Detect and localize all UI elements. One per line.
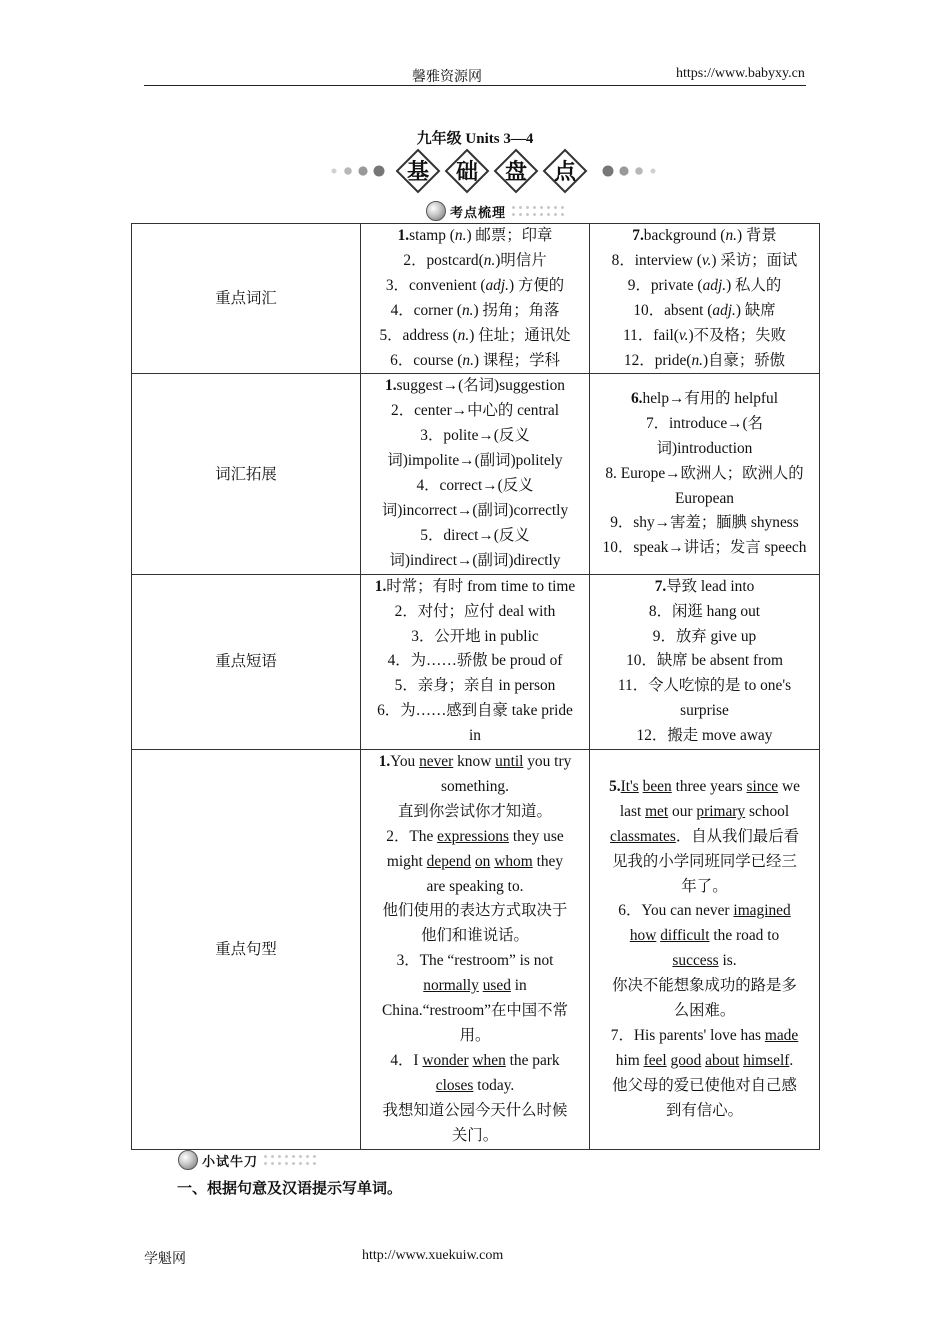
cell-line <box>596 1099 813 1124</box>
table-row <box>132 374 820 574</box>
cell-line <box>367 649 583 674</box>
banner-diamond-4 <box>544 150 586 192</box>
text-segment: n. <box>725 227 737 244</box>
text-segment: 3．polite→(反义 <box>420 427 530 445</box>
cell-line <box>596 462 813 487</box>
text-segment: in <box>510 977 527 995</box>
header-url: https://www.babyxy.cn <box>676 66 805 81</box>
cell-line <box>367 850 583 875</box>
cell-line <box>367 1074 583 1099</box>
underlined-word: success <box>672 952 719 970</box>
text-segment: 9．private ( <box>627 276 703 294</box>
row-category: 重点句型 <box>132 750 361 1150</box>
cell-line <box>367 724 583 749</box>
cell-line <box>367 474 583 499</box>
text-segment: him <box>615 1051 644 1069</box>
text-segment: something. <box>441 777 509 795</box>
cell-line <box>596 1074 813 1099</box>
text-segment: 8．闲逛 hang out <box>648 602 761 620</box>
cell-line <box>367 800 583 825</box>
row-right-cell <box>590 750 820 1150</box>
text-segment: 4．correct→(反义 <box>416 477 534 495</box>
text-segment: might <box>386 852 427 870</box>
banner-left-dots <box>332 166 385 177</box>
row-left-cell <box>361 750 590 1150</box>
text-segment: today. <box>473 1076 515 1094</box>
text-segment: n. <box>462 351 474 369</box>
text-segment: know <box>453 753 496 771</box>
underlined-word: depend <box>426 852 472 870</box>
cell-line <box>367 274 583 299</box>
text-segment: three years <box>671 777 747 795</box>
cell-line <box>367 324 583 349</box>
header-rule <box>144 85 806 86</box>
text-segment: 1. <box>378 753 391 771</box>
cell-line <box>367 1049 583 1074</box>
row-left-cell <box>361 224 590 374</box>
text-segment: stamp ( <box>409 227 455 244</box>
row-category: 重点词汇 <box>132 224 361 374</box>
text-segment: v. <box>701 251 712 269</box>
cell-line <box>367 399 583 424</box>
cell-line <box>596 949 813 974</box>
cell-line <box>596 649 813 674</box>
cell-line <box>367 349 583 374</box>
cell-line <box>596 412 813 437</box>
table-row <box>132 750 820 1150</box>
text-segment: 4．为……骄傲 be proud of <box>387 652 563 670</box>
text-segment: ) 背景 <box>736 227 777 244</box>
text-segment: 4．corner ( <box>390 301 462 319</box>
cell-line <box>596 825 813 850</box>
text-segment: 11．令人吃惊的是 to one's <box>617 677 792 695</box>
footer-site-name: 学魁网 <box>144 1252 186 1267</box>
cell-line <box>596 349 813 374</box>
text-segment: they use <box>508 827 564 845</box>
text-segment: 12．搬走 move away <box>636 727 773 745</box>
cell-line <box>367 674 583 699</box>
cell-line <box>596 974 813 999</box>
text-segment: 到有信心。 <box>666 1101 743 1119</box>
cell-line <box>596 387 813 412</box>
banner-char-4: 点 <box>553 159 577 185</box>
text-segment: ) 方便的 <box>508 276 565 294</box>
cell-line <box>367 699 583 724</box>
text-segment: ) 住址；通讯处 <box>469 326 571 344</box>
cell-line <box>367 499 583 524</box>
text-segment: 6．course ( <box>390 351 463 369</box>
cell-line <box>367 249 583 274</box>
cell-line <box>367 1124 583 1149</box>
text-segment: ) 课程；学科 <box>473 351 560 369</box>
underlined-word: classmates <box>610 827 676 845</box>
text-segment: the road to <box>709 927 780 945</box>
cell-line <box>367 374 583 399</box>
cell-line <box>367 224 583 249</box>
text-segment: help→有用的 helpful <box>642 389 779 407</box>
underlined-word: how <box>629 927 657 945</box>
text-segment: the park <box>505 1051 560 1069</box>
text-segment: 11．fail( <box>623 326 679 344</box>
cell-line <box>596 1049 813 1074</box>
cell-line <box>596 875 813 900</box>
text-segment: ) 私人的 <box>726 276 782 294</box>
dot-pattern-icon <box>510 204 566 218</box>
text-segment: background ( <box>643 227 726 244</box>
underlined-word: wonder <box>422 1051 469 1069</box>
cell-line <box>367 775 583 800</box>
table-row <box>132 224 820 374</box>
summary-table-body <box>132 224 820 1150</box>
underlined-word: never <box>419 753 454 771</box>
text-segment: 6．You can never <box>618 902 734 920</box>
text-segment: 8. Europe→欧洲人；欧洲人的 <box>605 464 804 482</box>
text-segment: 你决不能想象成功的路是多 <box>612 977 797 995</box>
text-segment: 1. <box>385 377 397 395</box>
underlined-word: when <box>472 1051 506 1069</box>
text-segment: 9．放弃 give up <box>652 627 757 645</box>
text-segment: you try <box>523 753 572 771</box>
cell-line <box>367 949 583 974</box>
text-segment: 2．center→中心的 central <box>391 402 559 420</box>
text-segment: 词)incorrect→(副词)correctly <box>381 501 569 519</box>
text-segment: 关门。 <box>451 1126 499 1144</box>
text-segment: 用。 <box>459 1027 491 1044</box>
text-segment: 1. <box>397 227 410 244</box>
text-segment: 他父母的爱已使他对自己感 <box>612 1076 797 1094</box>
text-segment: )自豪；骄傲 <box>702 351 786 369</box>
text-segment: n. <box>457 326 470 344</box>
text-segment: suggest→(名词)suggestion <box>396 377 565 395</box>
cell-line <box>367 549 583 574</box>
text-segment: school <box>745 802 790 820</box>
cell-line <box>596 575 813 600</box>
page-subtitle: 九年级 Units 3—4 <box>416 131 534 147</box>
text-segment: ) 缺席 <box>735 301 776 319</box>
cell-line <box>596 674 813 699</box>
cell-line <box>596 625 813 650</box>
underlined-word: until <box>495 753 524 771</box>
cell-line <box>367 1099 583 1124</box>
text-segment: adj. <box>702 276 727 294</box>
text-segment: 7．His parents' love has <box>610 1027 765 1044</box>
underlined-word: expressions <box>437 827 509 845</box>
cell-line <box>367 299 583 324</box>
text-segment: European <box>675 489 734 507</box>
text-segment: ．自从我们最后看 <box>675 827 799 845</box>
cell-line <box>596 999 813 1024</box>
row-category: 词汇拓展 <box>132 374 361 574</box>
underlined-word: used <box>482 977 511 995</box>
text-segment: China.“restroom”在中国不常 <box>382 1002 568 1020</box>
exercise-heading: 一、根据句意及汉语提示写单词。 <box>177 1179 403 1197</box>
text-segment: are speaking to. <box>426 877 524 895</box>
underlined-word: on <box>474 852 491 870</box>
cell-line <box>367 1024 583 1049</box>
cell-line <box>596 437 813 462</box>
text-segment: ) 拐角；角落 <box>473 301 560 319</box>
underlined-word: met <box>645 802 669 820</box>
banner-char-1: 基 <box>406 159 430 185</box>
text-segment: 7. <box>654 577 667 595</box>
underlined-word: been <box>642 777 672 795</box>
underlined-word: normally <box>423 977 479 995</box>
cell-line <box>596 536 813 561</box>
text-segment: in <box>469 727 481 745</box>
cell-line <box>596 274 813 299</box>
text-segment: 5．亲身；亲自 in person <box>394 677 556 695</box>
cell-line <box>367 524 583 549</box>
row-right-cell <box>590 374 820 574</box>
text-segment: 9．shy→害羞；腼腆 shyness <box>610 514 799 532</box>
text-segment: 5．direct→(反义 <box>420 526 530 544</box>
underlined-word: good <box>670 1051 702 1069</box>
text-segment: 10．speak→讲话；发言 speech <box>602 539 807 557</box>
text-segment: 3．convenient ( <box>385 276 486 294</box>
text-segment: ) 邮票；印章 <box>466 227 553 244</box>
underlined-word: whom <box>494 852 533 870</box>
cell-line <box>367 625 583 650</box>
summary-table <box>131 223 820 1150</box>
underlined-word: made <box>764 1027 799 1044</box>
cell-line <box>596 850 813 875</box>
text-segment: 他们使用的表达方式取决于 <box>382 902 568 920</box>
row-right-cell <box>590 224 820 374</box>
banner-diamond-2 <box>446 150 488 192</box>
underlined-word: primary <box>696 802 746 820</box>
text-segment: 12．pride( <box>623 351 692 369</box>
section-xiaoshi-label: 小试牛刀 <box>202 1154 259 1170</box>
cell-line <box>596 1024 813 1049</box>
text-segment: 4．I <box>390 1051 423 1069</box>
text-segment: 直到你尝试你才知道。 <box>398 802 552 820</box>
cell-line <box>596 487 813 512</box>
row-left-cell <box>361 374 590 574</box>
cell-line <box>367 899 583 924</box>
text-segment: 10．缺席 be absent from <box>626 652 783 670</box>
cell-line <box>596 299 813 324</box>
text-segment: 2．对付；应付 deal with <box>394 602 556 620</box>
text-segment: . <box>789 1051 794 1069</box>
cell-line <box>367 825 583 850</box>
text-segment: You <box>390 753 420 771</box>
cell-line <box>596 511 813 536</box>
text-segment: is. <box>718 952 737 970</box>
text-segment: 见我的小学同班同学已经三 <box>612 852 797 870</box>
dot-pattern-icon <box>262 1153 318 1167</box>
sphere-icon <box>426 201 446 221</box>
title-banner <box>322 148 668 194</box>
cell-line <box>596 899 813 924</box>
section-kaodian <box>426 200 566 222</box>
cell-line <box>367 449 583 474</box>
text-segment: 2．The <box>386 827 438 845</box>
text-segment: 6. <box>630 389 643 407</box>
text-segment: 词)indirect→(副词)directly <box>389 551 561 569</box>
text-segment: 3．The “restroom” is not <box>396 952 554 970</box>
section-xiaoshi <box>178 1150 318 1170</box>
underlined-word: difficult <box>660 927 710 945</box>
text-segment: 么困难。 <box>673 1002 736 1020</box>
sphere-icon <box>178 1150 198 1170</box>
cell-line <box>367 924 583 949</box>
cell-line <box>367 424 583 449</box>
text-segment: 我想知道公园今天什么时候 <box>382 1101 568 1119</box>
underlined-word: since <box>746 777 779 795</box>
text-segment: 时常；有时 from time to time <box>386 577 576 595</box>
text-segment: 5．address ( <box>379 326 458 344</box>
underlined-word: about <box>705 1051 740 1069</box>
cell-line <box>596 324 813 349</box>
footer-url: http://www.xuekuiw.com <box>362 1248 504 1263</box>
text-segment: 词)introduction <box>656 439 753 457</box>
text-segment: 年了。 <box>681 877 728 895</box>
section-kaodian-label: 考点梳理 <box>450 205 507 221</box>
cell-line <box>596 249 813 274</box>
text-segment: 2．postcard( <box>403 251 484 269</box>
text-segment: adj. <box>712 301 736 319</box>
underlined-word: imagined <box>733 902 791 920</box>
cell-line <box>367 974 583 999</box>
text-segment: v. <box>678 326 689 344</box>
underlined-word: It's <box>620 777 639 795</box>
cell-line <box>367 875 583 900</box>
cell-line <box>596 600 813 625</box>
cell-line <box>596 800 813 825</box>
cell-line <box>367 575 583 600</box>
cell-line <box>596 775 813 800</box>
banner-char-2: 础 <box>455 159 479 185</box>
text-segment: n. <box>454 227 467 244</box>
text-segment: last <box>619 802 646 820</box>
banner-diamond-1 <box>397 150 439 192</box>
text-segment: 导致 lead into <box>666 577 755 595</box>
text-segment: n. <box>483 251 496 269</box>
text-segment: 他们和谁说话。 <box>421 927 529 945</box>
cell-line <box>367 750 583 775</box>
text-segment: )不及格；失败 <box>688 326 786 344</box>
text-segment: 5. <box>609 777 621 795</box>
text-segment: 词)impolite→(副词)politely <box>387 452 563 470</box>
text-segment: 8．interview ( <box>611 251 702 269</box>
text-segment: 7. <box>632 227 644 244</box>
text-segment: )明信片 <box>495 251 547 269</box>
text-segment: we <box>778 777 800 795</box>
cell-line <box>367 600 583 625</box>
cell-line <box>596 224 813 249</box>
text-segment: n. <box>691 351 703 369</box>
text-segment: our <box>668 802 697 820</box>
text-segment: they <box>532 852 564 870</box>
row-category: 重点短语 <box>132 574 361 749</box>
text-segment: 1. <box>374 577 387 595</box>
row-left-cell <box>361 574 590 749</box>
underlined-word: feel <box>643 1051 667 1069</box>
underlined-word: closes <box>435 1076 474 1094</box>
row-right-cell <box>590 574 820 749</box>
cell-line <box>596 924 813 949</box>
table-row <box>132 574 820 749</box>
cell-line <box>596 724 813 749</box>
text-segment: surprise <box>680 702 729 720</box>
text-segment: adj. <box>485 276 509 294</box>
banner-right-dots <box>603 166 656 177</box>
cell-line <box>596 699 813 724</box>
banner-char-3: 盘 <box>504 159 528 185</box>
text-segment: 7．introduce→(名 <box>645 414 764 432</box>
underlined-word: himself <box>743 1051 790 1069</box>
cell-line <box>367 999 583 1024</box>
text-segment: 6．为……感到自豪 take pride <box>377 702 573 720</box>
text-segment: 10．absent ( <box>633 301 713 319</box>
text-segment: n. <box>461 301 474 319</box>
header-site-name: 馨雅资源网 <box>412 70 482 85</box>
text-segment: 3．公开地 in public <box>411 627 539 645</box>
text-segment: ) 采访；面试 <box>711 251 798 269</box>
banner-diamond-3 <box>495 150 537 192</box>
